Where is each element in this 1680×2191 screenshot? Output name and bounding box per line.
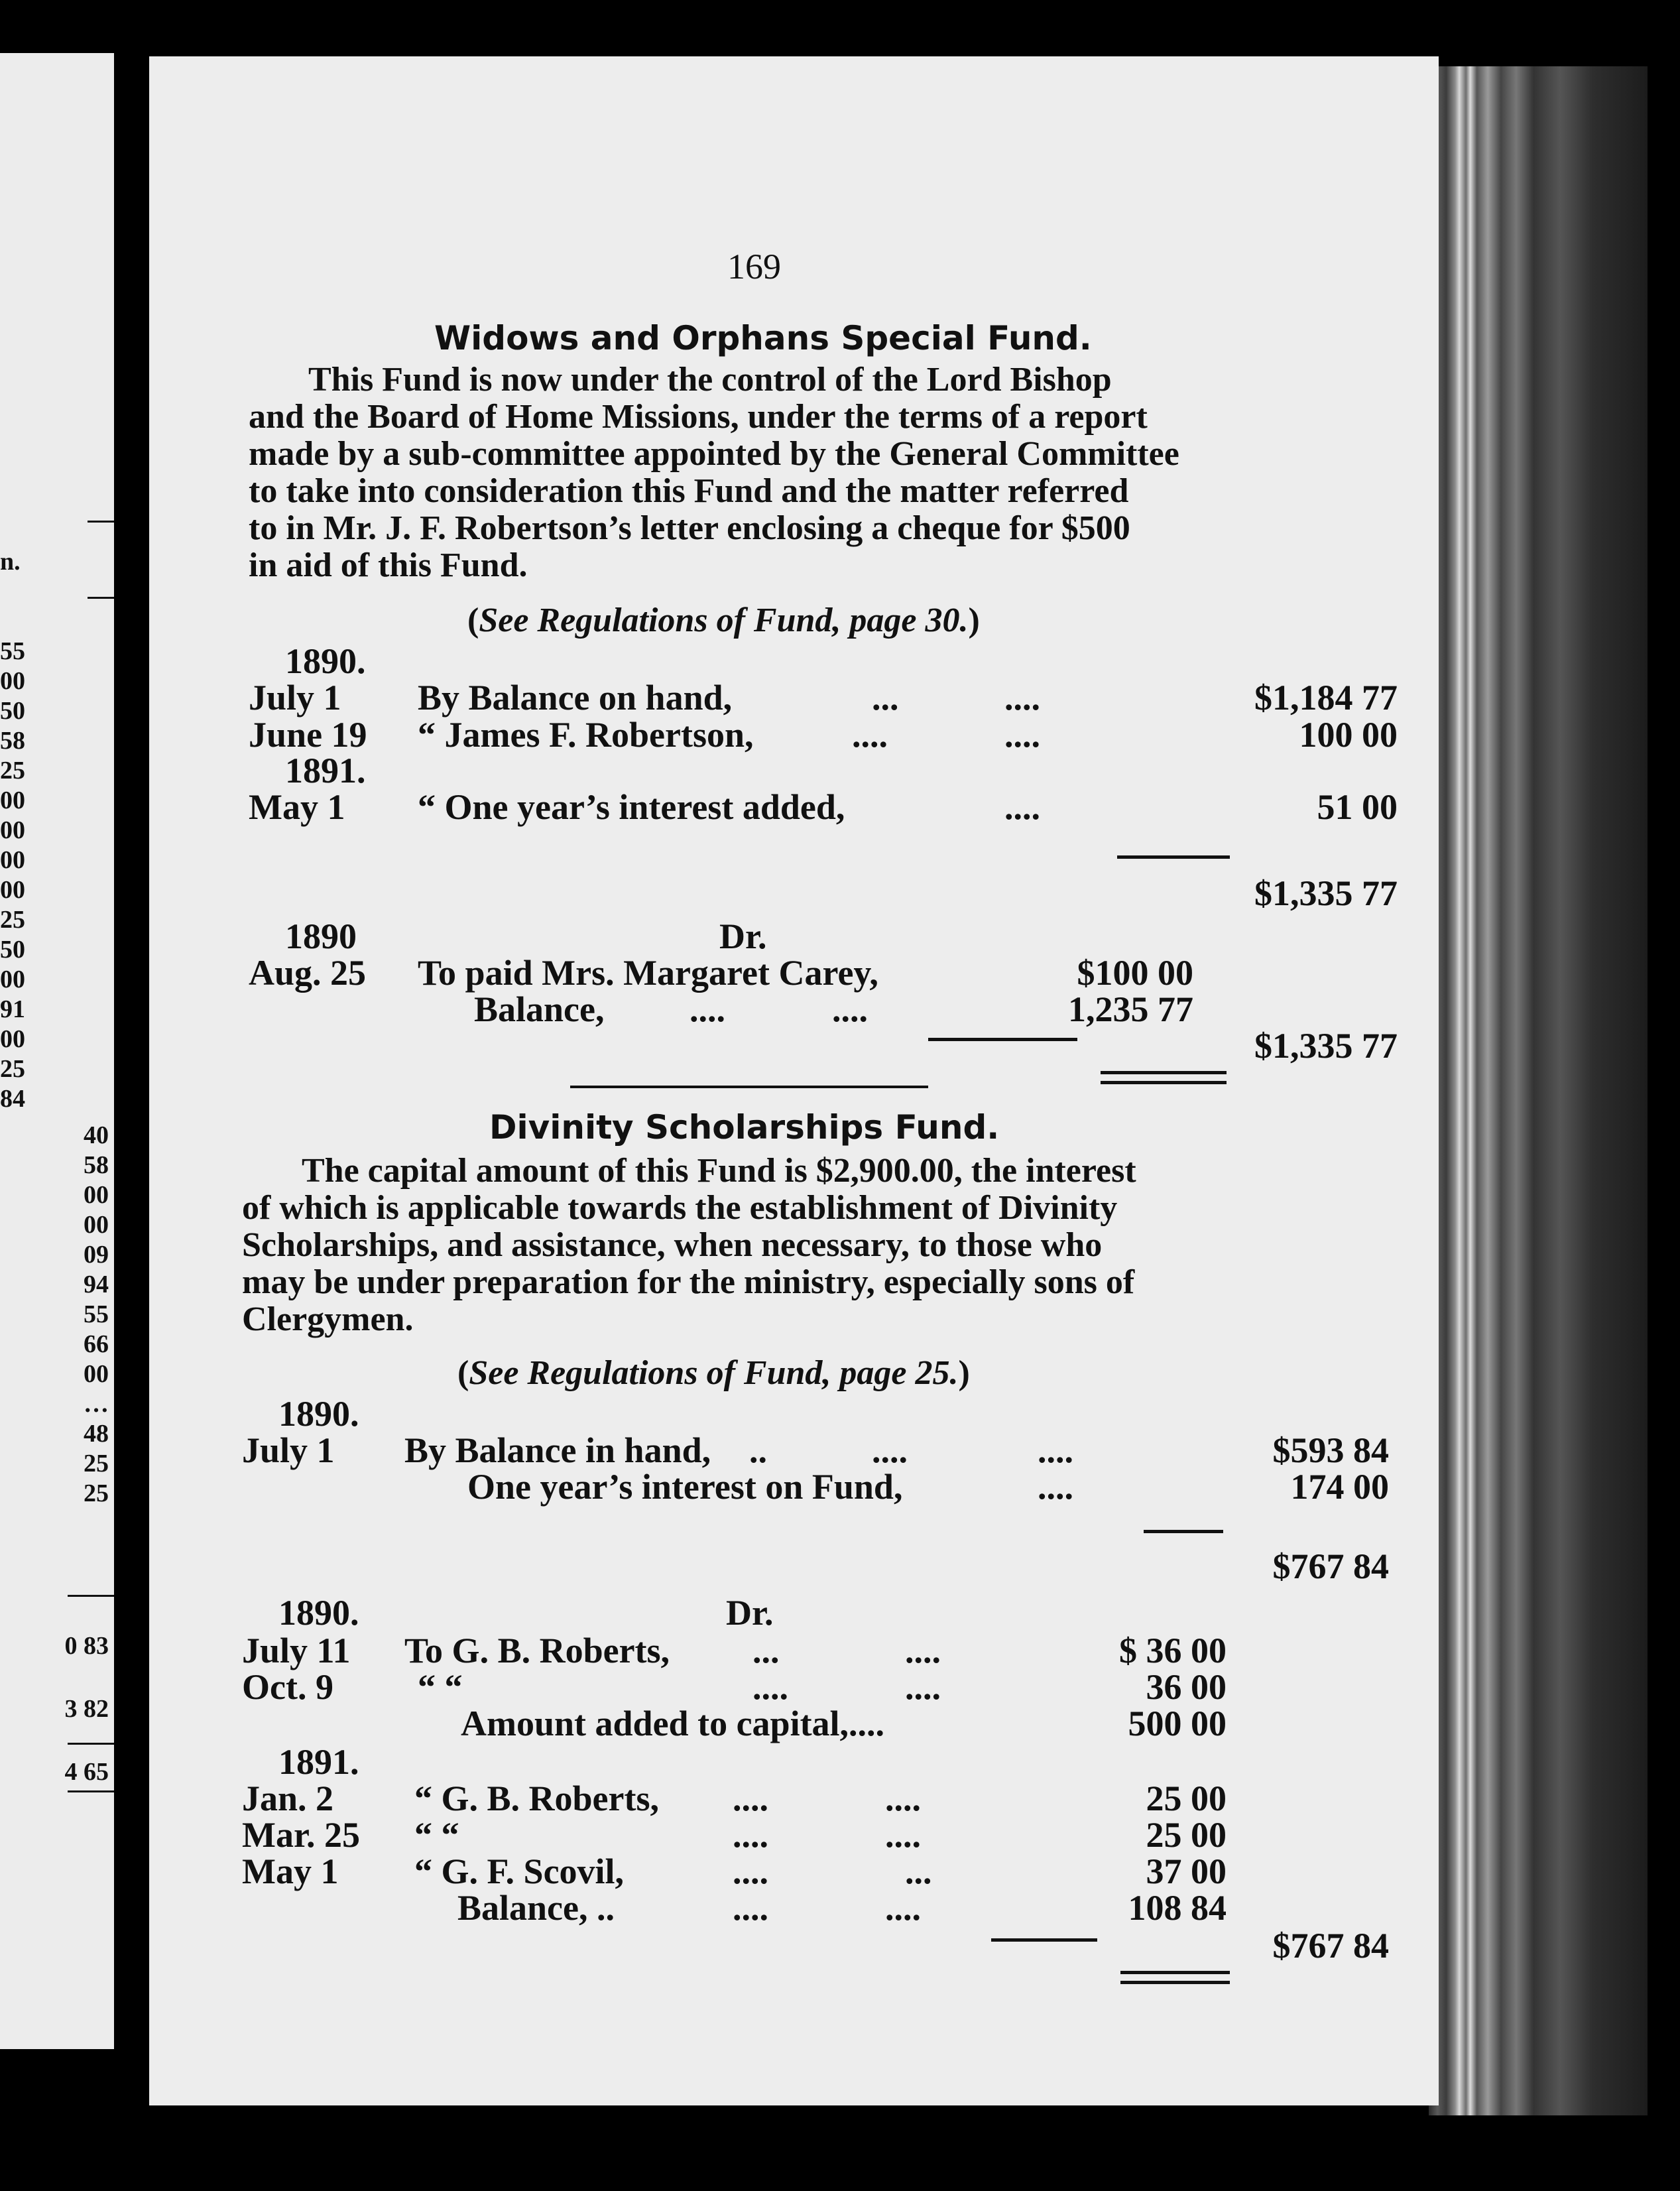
entry-amount: 100 00 — [1299, 715, 1398, 755]
regs-text: See Regulations of Fund, page 30. — [479, 601, 969, 639]
left-fragment: 50 — [0, 697, 25, 725]
total-amount: $1,335 77 — [1254, 1026, 1398, 1066]
left-facing-page — [0, 53, 114, 2049]
leader-dots: .... — [1004, 678, 1040, 718]
left-fragment: 00 — [84, 1360, 109, 1388]
entry-date: May 1 — [242, 1851, 339, 1891]
regs-open-paren: ( — [467, 601, 479, 639]
entry-description: “ One year’s interest added, — [418, 787, 845, 827]
year-label: 1890 — [285, 916, 357, 956]
leader-dots: .... — [905, 1667, 941, 1707]
left-rule — [88, 597, 114, 599]
sum-rule — [991, 1938, 1097, 1942]
left-fragment: 91 — [0, 995, 25, 1023]
entry-date: Aug. 25 — [249, 953, 367, 993]
entry-amount: 36 00 — [1146, 1667, 1227, 1707]
entry-description: To paid Mrs. Margaret Carey, — [418, 953, 878, 993]
left-fragment: 25 — [0, 757, 25, 784]
divinity-para-line: Scholarships, and assistance, when necessary, to those who — [242, 1226, 1103, 1264]
widows-para-line: This Fund is now under the control of the Lord Bishop — [308, 361, 1112, 399]
entry-amount: 500 00 — [1128, 1704, 1227, 1743]
left-fragment: 58 — [84, 1151, 109, 1179]
leader-dots: .... — [1004, 715, 1040, 755]
left-fragment: … — [84, 1390, 109, 1418]
regs-close-paren: ) — [968, 601, 980, 639]
left-fragment: 25 — [0, 906, 25, 934]
leader-dots: ... — [905, 1851, 932, 1891]
leader-dots: .... — [1004, 787, 1040, 827]
dr-label: Dr. — [726, 1593, 774, 1633]
entry-amount: 25 00 — [1146, 1779, 1227, 1818]
entry-description: “ “ — [418, 1667, 463, 1707]
entry-amount: $1,184 77 — [1254, 678, 1398, 718]
entry-amount: $ 36 00 — [1119, 1631, 1227, 1670]
left-fragment: 00 — [0, 846, 25, 874]
regs-open-paren: ( — [457, 1354, 469, 1392]
left-fragment: 00 — [84, 1181, 109, 1209]
entry-description: “ G. F. Scovil, — [414, 1851, 625, 1891]
total-amount: $767 84 — [1272, 1926, 1389, 1966]
widows-para-line: made by a sub-committee appointed by the General Committee — [249, 435, 1179, 473]
entry-date: July 1 — [242, 1430, 335, 1470]
widows-regs-note — [467, 603, 980, 638]
widows-para-line: and the Board of Home Missions, under the terms of a report — [249, 398, 1148, 436]
widows-para-line: to in Mr. J. F. Robertson’s letter enclosing a cheque for $500 — [249, 509, 1130, 547]
regs-text: See Regulations of Fund, page 25. — [469, 1354, 959, 1392]
leader-dots: .... — [885, 1815, 921, 1855]
section-title-divinity: Divinity Scholarships Fund. — [489, 1108, 1000, 1147]
section-divider — [570, 1086, 928, 1088]
year-label: 1890. — [278, 1593, 359, 1633]
left-fragment: 55 — [84, 1300, 109, 1328]
entry-date: Mar. 25 — [242, 1815, 360, 1855]
divinity-para-line: may be under preparation for the ministry, especially sons of — [242, 1263, 1135, 1301]
left-fragment: 00 — [0, 816, 25, 844]
section-title-widows: Widows and Orphans Special Fund. — [434, 319, 1092, 357]
entry-description: Amount added to capital,.... — [461, 1704, 885, 1743]
left-fragment: 25 — [84, 1450, 109, 1477]
entry-description: “ G. B. Roberts, — [414, 1779, 659, 1818]
year-label: 1890. — [278, 1394, 359, 1434]
left-rule — [68, 1595, 114, 1597]
leader-dots: .... — [733, 1779, 768, 1818]
leader-dots: .... — [733, 1815, 768, 1855]
leader-dots: .... — [885, 1888, 921, 1928]
regs-close-paren: ) — [958, 1354, 970, 1392]
page-number: 169 — [727, 247, 781, 286]
leader-dots: .... — [1038, 1467, 1073, 1507]
total-amount: $1,335 77 — [1254, 873, 1398, 913]
leader-dots: .... — [852, 715, 888, 755]
left-rule — [88, 521, 114, 523]
year-label: 1891. — [285, 751, 366, 790]
leader-dots: ... — [752, 1631, 780, 1670]
leader-dots: .... — [832, 989, 868, 1029]
entry-amount: $593 84 — [1272, 1430, 1389, 1470]
entry-date: July 1 — [249, 678, 341, 718]
left-fragment: 09 — [84, 1241, 109, 1269]
widows-para-line: in aid of this Fund. — [249, 546, 528, 584]
left-fragment: 58 — [0, 727, 25, 755]
leader-dots: .... — [1038, 1430, 1073, 1470]
leader-dots: .... — [872, 1430, 908, 1470]
sum-rule — [928, 1038, 1077, 1041]
left-fragment: 00 — [0, 966, 25, 993]
left-fragment: 3 82 — [64, 1695, 109, 1723]
left-fragment: 40 — [84, 1121, 109, 1149]
left-fragment: 00 — [0, 1025, 25, 1053]
left-fragment: 4 65 — [64, 1758, 109, 1786]
entry-amount: 37 00 — [1146, 1851, 1227, 1891]
left-rule — [68, 1790, 114, 1792]
entry-date: Oct. 9 — [242, 1667, 333, 1707]
leader-dots: .... — [905, 1631, 941, 1670]
year-label: 1890. — [285, 641, 366, 681]
entry-date: May 1 — [249, 787, 345, 827]
entry-amount: 174 00 — [1290, 1467, 1389, 1507]
entry-date: Jan. 2 — [242, 1779, 334, 1818]
entry-amount: $100 00 — [1077, 953, 1193, 993]
left-rule — [68, 1743, 114, 1745]
divinity-para-line: of which is applicable towards the establishment of Divinity — [242, 1189, 1118, 1227]
leader-dots: ... — [872, 678, 899, 718]
entry-description: One year’s interest on Fund, — [467, 1467, 903, 1507]
left-fragment: 25 — [0, 1055, 25, 1083]
entry-description: Balance, — [474, 989, 605, 1029]
leader-dots: .... — [733, 1851, 768, 1891]
divinity-regs-note — [457, 1356, 970, 1391]
entry-description: By Balance in hand, — [404, 1430, 711, 1470]
entry-date: July 11 — [242, 1631, 351, 1670]
double-rule — [1120, 1971, 1230, 1974]
year-label: 1891. — [278, 1742, 359, 1782]
leader-dots: .... — [690, 989, 725, 1029]
double-rule — [1101, 1081, 1227, 1084]
double-rule — [1101, 1071, 1227, 1074]
leader-dots: .... — [733, 1888, 768, 1928]
leader-dots: .. — [749, 1430, 767, 1470]
left-fragment: 25 — [84, 1479, 109, 1507]
entry-description: Balance, .. — [457, 1888, 615, 1928]
left-fragment: 00 — [0, 786, 25, 814]
entry-description: “ “ — [414, 1815, 459, 1855]
entry-description: To G. B. Roberts, — [404, 1631, 670, 1670]
left-fragment: 00 — [0, 667, 25, 695]
entry-description: “ James F. Robertson, — [418, 715, 754, 755]
widows-para-line: to take into consideration this Fund and the matter referred — [249, 472, 1129, 510]
left-fragment: 66 — [84, 1330, 109, 1358]
divinity-para-line: Clergymen. — [242, 1300, 414, 1338]
left-fragment: 00 — [84, 1211, 109, 1239]
book-spine-edge — [1429, 66, 1648, 2115]
sum-rule — [1117, 855, 1230, 859]
left-fragment: 50 — [0, 936, 25, 964]
left-fragment: 55 — [0, 637, 25, 665]
left-fragment: 94 — [84, 1271, 109, 1298]
sum-rule — [1144, 1530, 1223, 1533]
left-fragment: 48 — [84, 1420, 109, 1448]
left-fragment: 00 — [0, 876, 25, 904]
entry-amount: 51 00 — [1317, 787, 1398, 827]
total-amount: $767 84 — [1272, 1546, 1389, 1586]
double-rule — [1120, 1981, 1230, 1984]
entry-date: June 19 — [249, 715, 367, 755]
entry-amount: 108 84 — [1128, 1888, 1227, 1928]
leader-dots: .... — [752, 1667, 788, 1707]
divinity-para-line: The capital amount of this Fund is $2,900.00, the interest — [302, 1152, 1136, 1190]
dr-label: Dr. — [719, 916, 767, 956]
main-page — [149, 56, 1439, 2105]
left-fragment: n. — [0, 548, 21, 576]
entry-amount: 25 00 — [1146, 1815, 1227, 1855]
left-fragment: 84 — [0, 1085, 25, 1113]
entry-description: By Balance on hand, — [418, 678, 733, 718]
leader-dots: .... — [885, 1779, 921, 1818]
entry-amount: 1,235 77 — [1068, 989, 1193, 1029]
left-fragment: 0 83 — [64, 1632, 109, 1660]
